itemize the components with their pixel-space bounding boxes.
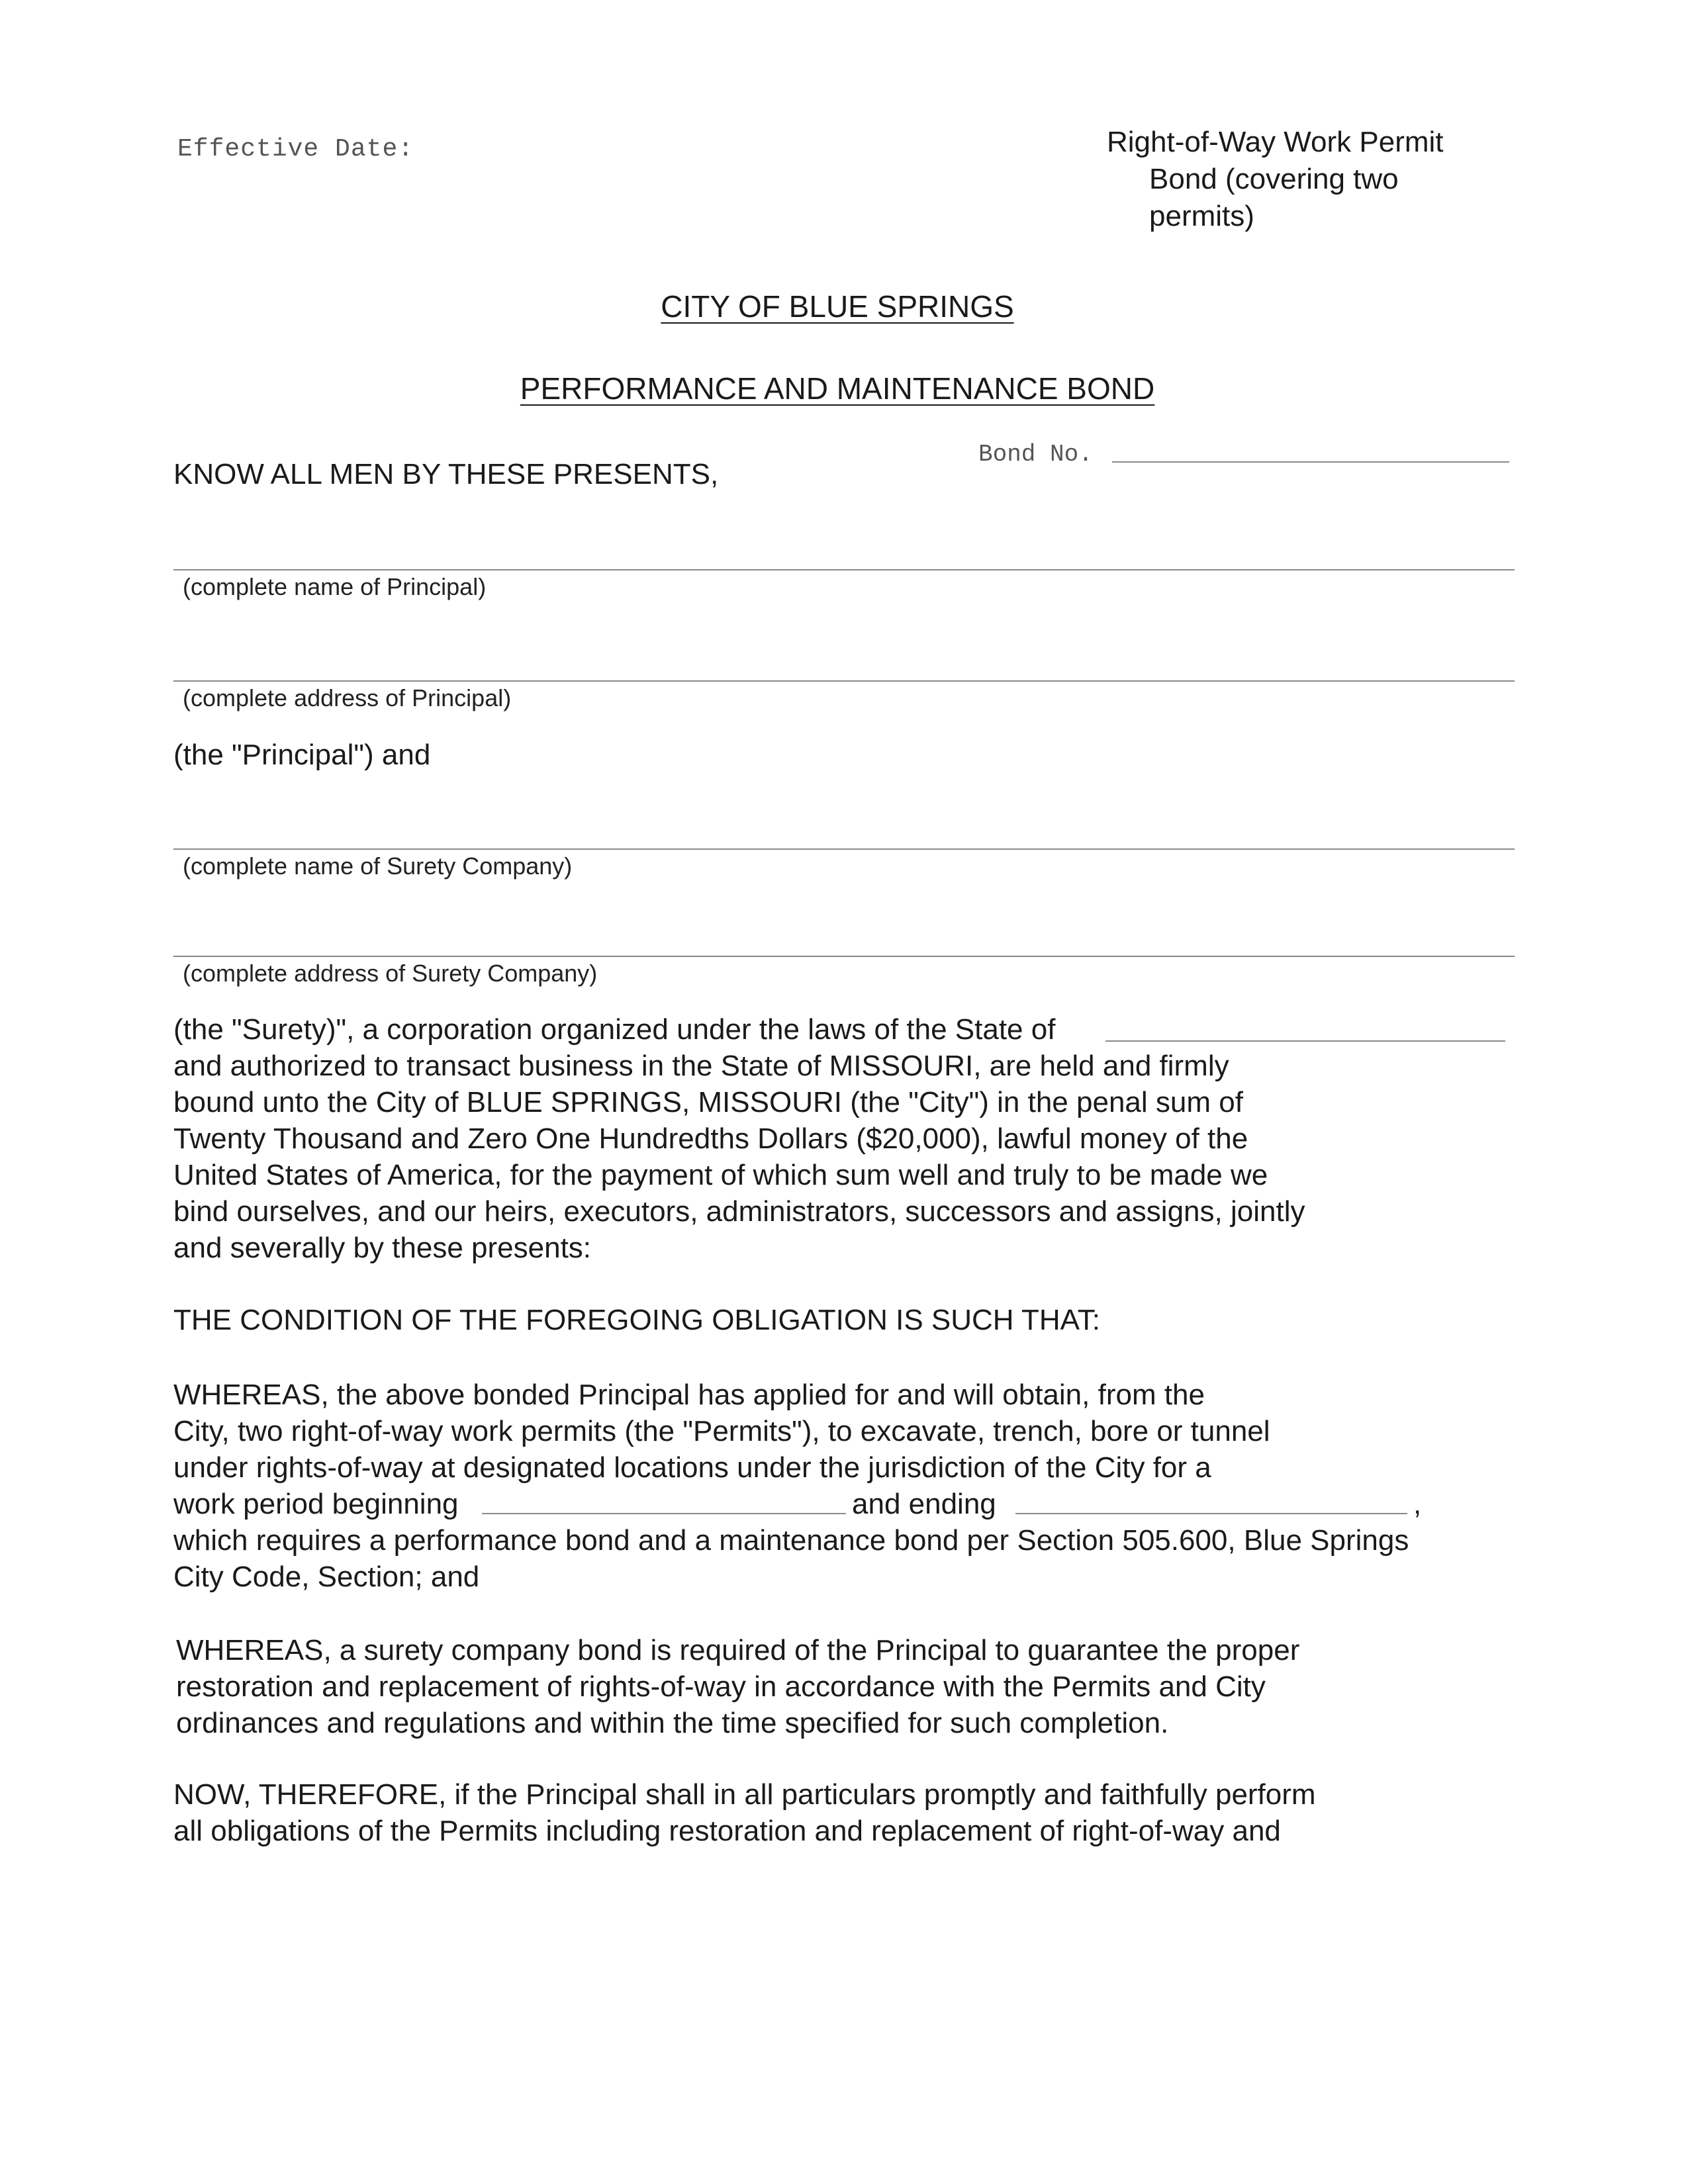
bond-type-title: PERFORMANCE AND MAINTENANCE BOND <box>520 371 1155 406</box>
now-therefore-line: NOW, THEREFORE, if the Principal shall in all particulars promptly and faithfully perform <box>173 1778 1316 1811</box>
whereas-2-line: ordinances and regulations and within the time specified for such completion. <box>176 1707 1169 1739</box>
surety-address-field[interactable] <box>173 956 1515 957</box>
principal-name-field[interactable] <box>173 569 1515 570</box>
work-period-ending-label: and ending <box>852 1488 996 1520</box>
opening-phrase: KNOW ALL MEN BY THESE PRESENTS, <box>173 458 719 490</box>
whereas-2-line: restoration and replacement of rights-of-way in accordance with the Permits and City <box>176 1670 1266 1703</box>
surety-paragraph-line: bound unto the City of BLUE SPRINGS, MISSOURI (the "City") in the penal sum of <box>173 1086 1243 1118</box>
surety-name-field[interactable] <box>173 848 1515 850</box>
bond-number-label: Bond No. <box>978 441 1093 468</box>
work-period-begin-field[interactable] <box>482 1513 846 1514</box>
surety-paragraph-line: and severally by these presents: <box>173 1232 592 1264</box>
whereas-2-line: WHEREAS, a surety company bond is required of the Principal to guarantee the proper <box>176 1634 1300 1666</box>
surety-paragraph-line: United States of America, for the payment of which sum well and truly to be made we <box>173 1159 1268 1191</box>
whereas-1-line: WHEREAS, the above bonded Principal has applied for and will obtain, from the <box>173 1379 1205 1411</box>
principal-address-caption: (complete address of Principal) <box>183 684 512 711</box>
surety-paragraph-line: bind ourselves, and our heirs, executors, administrators, successors and assigns, jointly <box>173 1195 1305 1228</box>
form-title-line-2: Bond (covering two <box>1149 163 1399 195</box>
whereas-1-line: which requires a performance bond and a maintenance bond per Section 505.600, Blue Springs <box>173 1524 1409 1557</box>
surety-paragraph <box>173 1011 1305 1266</box>
now-therefore-paragraph <box>173 1776 1316 1849</box>
work-period-end-field[interactable] <box>1015 1513 1407 1514</box>
work-period-line <box>173 1486 1422 1522</box>
work-period-comma: , <box>1413 1488 1422 1520</box>
whereas-1-line: City Code, Section; and <box>173 1561 480 1593</box>
effective-date-label: Effective Date: <box>177 135 414 163</box>
principal-name-caption: (complete name of Principal) <box>183 573 487 600</box>
now-therefore-line: all obligations of the Permits including restoration and replacement of right-of-way and <box>173 1815 1281 1847</box>
surety-paragraph-line: and authorized to transact business in the State of MISSOURI, are held and firmly <box>173 1050 1229 1082</box>
form-title-line-1: Right-of-Way Work Permit <box>1107 126 1444 158</box>
whereas-paragraph-1 <box>173 1377 1422 1595</box>
surety-paragraph-line: Twenty Thousand and Zero One Hundredths Dollars ($20,000), lawful money of the <box>173 1122 1248 1155</box>
form-title-line-3: permits) <box>1149 200 1254 232</box>
city-title: CITY OF BLUE SPRINGS <box>661 289 1014 324</box>
whereas-paragraph-2 <box>176 1632 1299 1741</box>
whereas-1-line: City, two right-of-way work permits (the "Permits"), to excavate, trench, bore or tunnel <box>173 1415 1270 1447</box>
surety-address-caption: (complete address of Surety Company) <box>183 960 598 987</box>
surety-paragraph-line: (the "Surety)", a corporation organized under the laws of the State of <box>173 1013 1056 1046</box>
principal-address-field[interactable] <box>173 680 1515 682</box>
surety-state-field[interactable] <box>1105 1040 1505 1042</box>
work-period-beginning-label: work period beginning <box>173 1488 459 1520</box>
bond-number-field[interactable] <box>1112 461 1509 463</box>
principal-and-text: (the "Principal") and <box>173 739 431 771</box>
whereas-1-line: under rights-of-way at designated locations under the jurisdiction of the City for a <box>173 1451 1211 1484</box>
surety-name-caption: (complete name of Surety Company) <box>183 852 573 880</box>
condition-heading: THE CONDITION OF THE FOREGOING OBLIGATION IS SUCH THAT: <box>173 1304 1100 1336</box>
